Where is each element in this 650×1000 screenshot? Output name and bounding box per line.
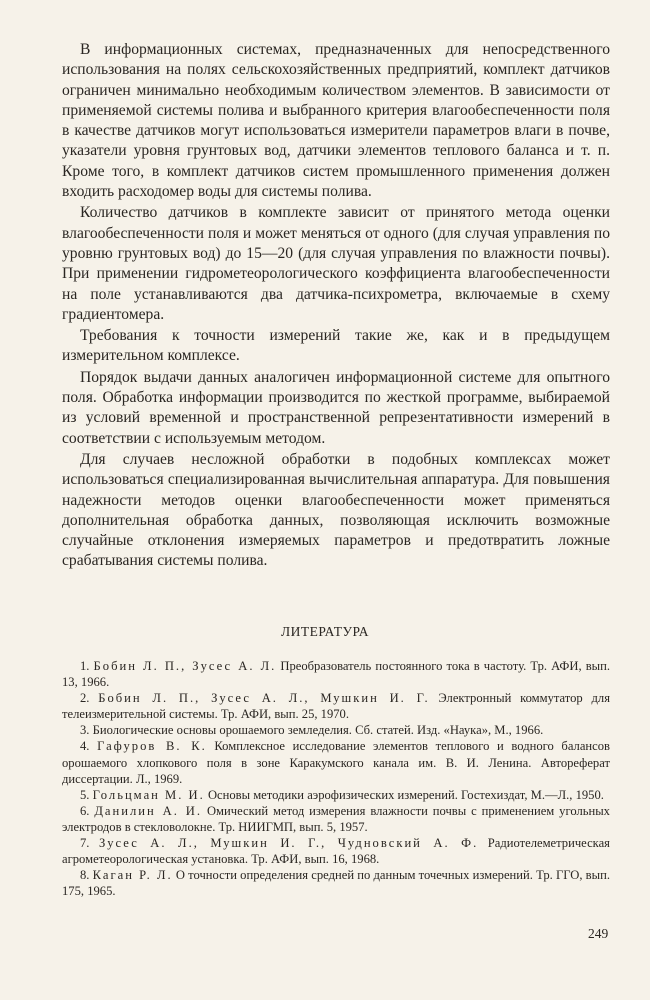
reference-number: 4. — [80, 739, 90, 754]
paragraph: Количество датчиков в комплекте зависит от принятого метода оценки влагообеспеченности поля и может меняться от одного (для случая управления по уровню грунтовых вод) до 15—20 (для случая управления по влажности почвы). При применении гидрометеорологического коэффициента влагообеспеченности на поле устанавливаются два датчика-психрометра, включаемые в схему градиентомера. — [62, 204, 610, 323]
reference-text: Преобразователь постоянного тока в частоту. Тр. АФИ, вып. 13, 1966. — [62, 659, 611, 690]
reference-item — [62, 658, 610, 690]
reference-list — [62, 658, 610, 899]
reference-text: О точности определения средней по данным точечных измерений. Тр. ГГО, вып. 175, 1965. — [62, 868, 610, 899]
reference-authors: Гольцман М. И. — [92, 787, 205, 802]
reference-authors: Зусес А. Л., Мушкин И. Г., Чудновский А. Ф. — [98, 836, 479, 851]
reference-authors: Данилин А. И. — [94, 803, 203, 818]
reference-number: 6. — [80, 803, 90, 818]
reference-text: Электронный коммутатор для телеизмерительной системы. Тр. АФИ, вып. 25, 1970. — [62, 691, 610, 722]
paragraph: В информационных системах, предназначенных для непосредственного использования на полях сельскохозяйственных предприятий, комплект датчиков ограничен минимально необходимым количеством элементов. В зависимости от применяемой системы полива и выбранного критерия влагообеспеченности поля в качестве датчиков могут использоваться измерители параметров влаги в почве, указатели уровня грунтовых вод, датчики элементов теплового баланса и т. п. Кроме того, в комплект датчиков систем промышленного применения должен входить расходомер воды для системы полива. — [62, 41, 610, 201]
reference-item — [62, 835, 610, 867]
main-text — [62, 40, 610, 573]
reference-number: 5. — [80, 787, 90, 802]
reference-number: 1. — [80, 659, 90, 673]
reference-item — [62, 722, 610, 738]
reference-text: Основы методики аэрофизических измерений. Гостехиздат, М.—Л., 1950. — [207, 787, 604, 802]
page-number: 249 — [588, 926, 609, 941]
reference-number: 8. — [80, 868, 90, 883]
paragraph: Для случаев несложной обработки в подобных комплексах может использоваться специализированная вычислительная аппаратура. Для повышения надежности методов оценки влагообеспеченности может применяться дополнительная обработка данных, позволяющая исключить возможные случайные отклонения измеряемых параметров и предотвратить ложные срабатывания системы полива. — [62, 450, 610, 570]
reference-authors: Бобин Л. П., Зусес А. Л. — [93, 659, 277, 673]
reference-text: Биологические основы орошаемого земледелия. Сб. статей. Изд. «Наука», М., 1966. — [92, 723, 544, 738]
reference-item — [62, 738, 610, 786]
reference-authors: Бобин Л. П., Зусес А. Л., Мушкин И. Г. — [98, 691, 430, 706]
paragraph: Порядок выдачи данных аналогичен информационной системе для опытного поля. Обработка информации производится по жесткой программе, выбираемой из условий временной и пространственной репрезентативности измерений в соответствии с используемым методом. — [62, 368, 610, 447]
reference-item — [62, 690, 610, 722]
paragraph: Требования к точности измерений такие же, как и в предыдущем измерительном комплексе. — [62, 327, 610, 365]
reference-authors: Гафуров В. К. — [97, 739, 207, 754]
reference-item — [62, 803, 610, 835]
reference-item — [62, 867, 610, 899]
reference-text: Комплексное исследование элементов теплового и водного балансов орошаемого хлопкового поля в зоне Каракумского канала им. В. И. Ленина. Автореферат диссертации. Л., 1969. — [62, 739, 610, 786]
literature-heading: ЛИТЕРАТУРА — [280, 624, 370, 639]
reference-number: 7. — [80, 836, 90, 851]
reference-text: Омический метод измерения влажности почвы с применением угольных электродов в стекловолокне. Тр. НИИГМП, вып. 5, 1957. — [62, 803, 610, 834]
reference-number: 3. — [80, 723, 90, 738]
reference-number: 2. — [80, 691, 90, 706]
reference-authors: Каган Р. Л. — [92, 868, 173, 883]
reference-item — [62, 787, 610, 803]
reference-text: Радиотелеметрическая агрометеорологическая установка. Тр. АФИ, вып. 16, 1968. — [62, 836, 610, 867]
